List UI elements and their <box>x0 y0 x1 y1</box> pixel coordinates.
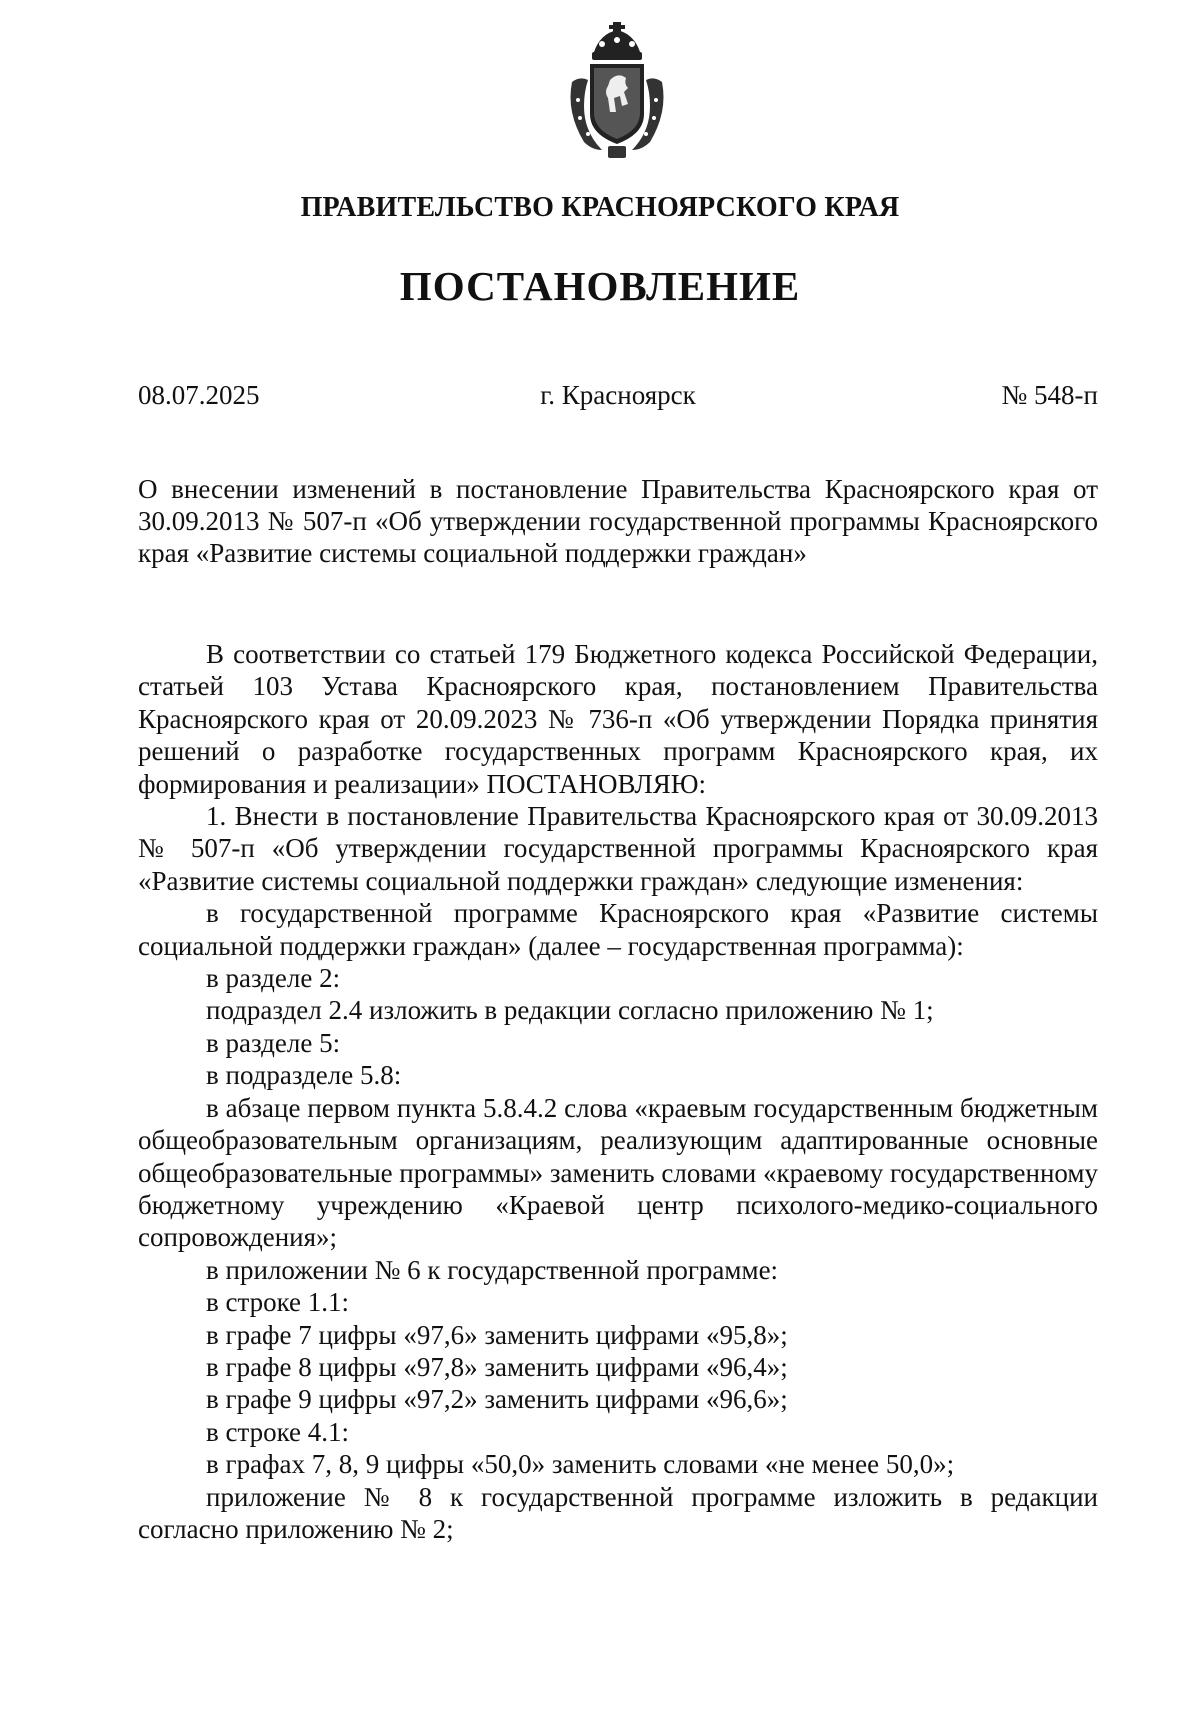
paragraph: в графе 8 цифры «97,8» заменить цифрами «96,4»; <box>206 1351 788 1382</box>
paragraph: 1. Внести в постановление Правительства Красноярского края от 30.09.2013 № 507-п «Об утверждении государственной программы Красноярского края «Развитие системы социальной поддержки граждан» следующие изменения: <box>138 801 1098 896</box>
document-title: О внесении изменений в постановление Правительства Красноярского края от 30.09.2013 № 507-п «Об утверждении государственной программы Красноярского края «Развитие системы социальной поддержки граждан» <box>138 474 1098 568</box>
document-meta <box>138 380 1098 420</box>
paragraph: в разделе 5: <box>206 1027 341 1058</box>
document-date: 08.07.2025 <box>138 380 260 410</box>
paragraph: в графах 7, 8, 9 цифры «50,0» заменить словами «не менее 50,0»; <box>206 1449 955 1480</box>
paragraph: в строке 1.1: <box>206 1287 350 1318</box>
paragraph: в абзаце первом пункта 5.8.4.2 слова «краевым государственным бюджетным общеобразовательным организациям, реализующим адаптированные основные общеобразовательные программы» заменить словами «краевому государственному бюджетному учреждению «Краевой центр психолого-медико-социального сопровождения»; <box>138 1092 1099 1253</box>
document-city: г. Красноярск <box>540 380 696 410</box>
document-type: ПОСТАНОВЛЕНИЕ <box>399 263 801 309</box>
document-body <box>138 638 1098 1545</box>
paragraph: в подразделе 5.8: <box>206 1060 402 1091</box>
paragraph: В соответствии со статьей 179 Бюджетного кодекса Российской Федерации, статьей 103 Устава Красноярского края, постановлением Правительства Красноярского края от 20.09.2023 № 736-п «Об утверждении Порядка принятия решений о разработке государственных программ Красноярского края, их формирования и реализации» ПОСТАНОВЛЯЮ: <box>138 639 1098 799</box>
organization-name: ПРАВИТЕЛЬСТВО КРАСНОЯРСКОГО КРАЯ <box>300 192 900 223</box>
paragraph: подраздел 2.4 изложить в редакции согласно приложению № 1; <box>206 995 934 1026</box>
paragraph: приложение № 8 к государственной программе изложить в редакции согласно приложению № 2; <box>138 1481 1098 1544</box>
paragraph: в приложении № 6 к государственной программе: <box>206 1254 779 1285</box>
paragraph: в разделе 2: <box>206 963 341 994</box>
document-number: № 548-п <box>1001 380 1098 410</box>
paragraph: в графе 7 цифры «97,6» заменить цифрами «95,8»; <box>206 1319 788 1350</box>
paragraph: в строке 4.1: <box>206 1416 350 1447</box>
paragraph: в государственной программе Красноярского края «Развитие системы социальной поддержки граждан» (далее – государственная программа): <box>138 898 1098 961</box>
paragraph: в графе 9 цифры «97,2» заменить цифрами «96,6»; <box>206 1384 788 1415</box>
coat-of-arms-icon <box>562 22 672 162</box>
